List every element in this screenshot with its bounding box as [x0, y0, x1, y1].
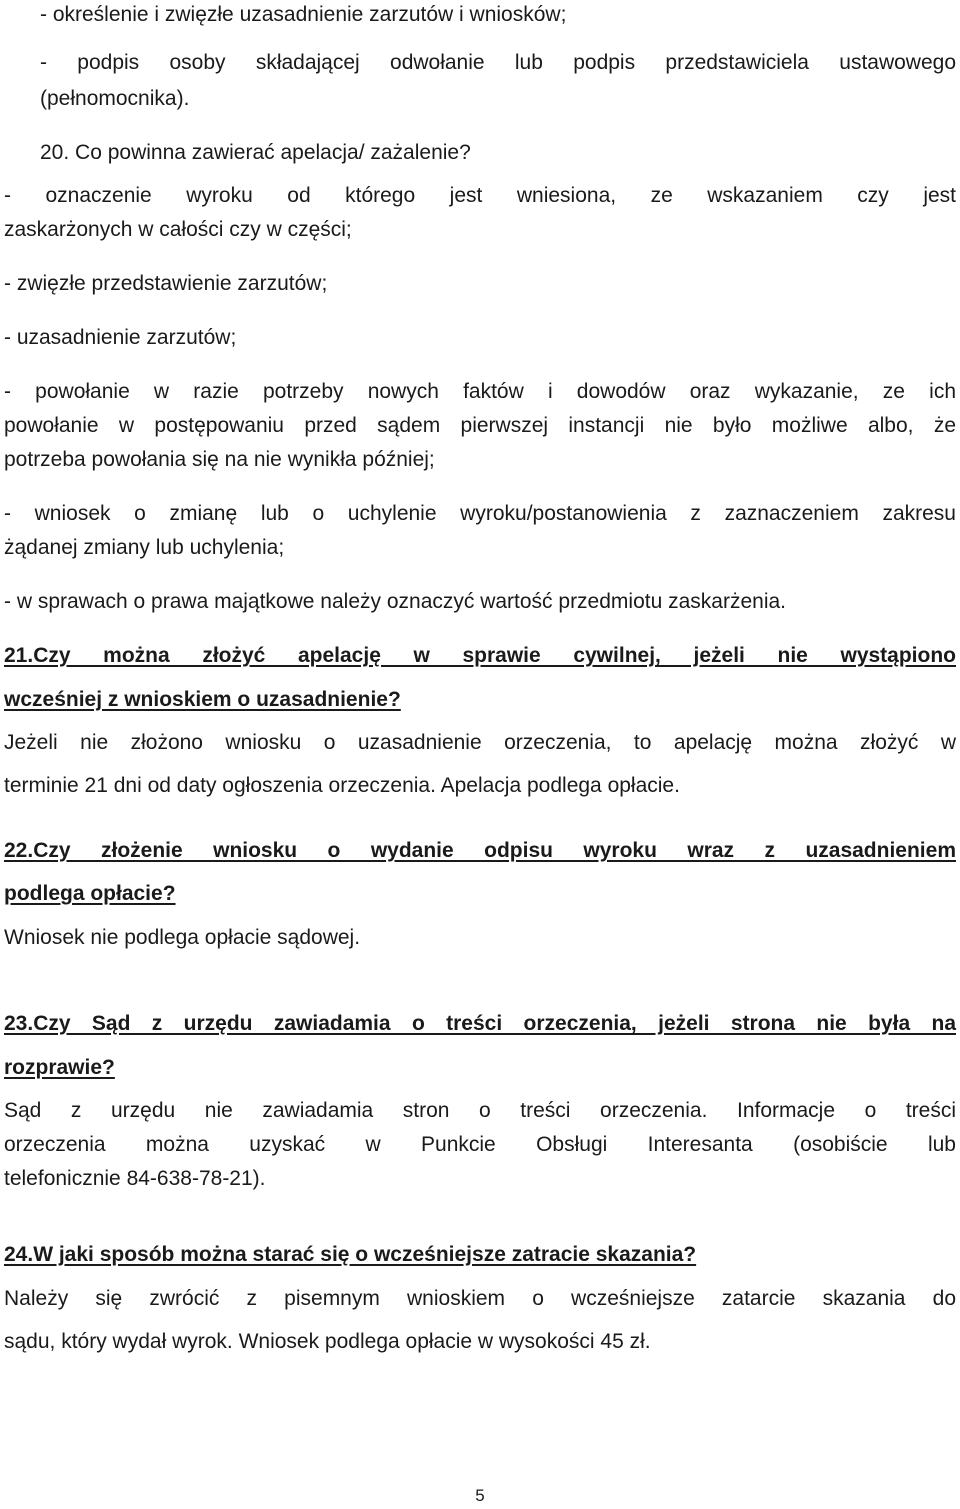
question-24-heading: 24.W jaki sposób można starać się o wcześniejsze zatracie skazania? [4, 1243, 697, 1266]
answer-23-line: orzeczenia można uzyskać w Punkcie Obsługi Interesanta (osobiście lub [4, 1133, 956, 1156]
text-line: potrzeba powołania się na nie wynikła później; [4, 448, 435, 471]
question-23-heading-cont: rozprawie? [4, 1056, 115, 1079]
answer-23-line: telefonicznie 84-638-78-21). [4, 1167, 266, 1190]
text-line: - podpis osoby składającej odwołanie lub podpis przedstawiciela ustawowego [40, 51, 956, 74]
page-number: 5 [475, 1486, 485, 1505]
text-line: - uzasadnienie zarzutów; [4, 326, 237, 349]
answer-22-line: Wniosek nie podlega opłacie sądowej. [4, 926, 361, 949]
answer-24-line: Należy się zwrócić z pisemnym wnioskiem o wcześniejsze zatarcie skazania do [4, 1287, 956, 1310]
question-22-heading: 22.Czy złożenie wniosku o wydanie odpisu wyroku wraz z uzasadnieniem [4, 839, 956, 862]
text-line: - wniosek o zmianę lub o uchylenie wyroku/postanowienia z zaznaczeniem zakresu [4, 502, 956, 525]
question-22-heading-cont: podlega opłacie? [4, 882, 176, 905]
question-21-heading: 21.Czy można złożyć apelację w sprawie cywilnej, jeżeli nie wystąpiono [4, 644, 956, 667]
answer-24-line: sądu, który wydał wyrok. Wniosek podlega opłacie w wysokości 45 zł. [4, 1330, 651, 1353]
answer-21-line: Jeżeli nie złożono wniosku o uzasadnienie orzeczenia, to apelację można złożyć w [4, 731, 956, 754]
text-line: żądanej zmiany lub uchylenia; [4, 536, 285, 559]
answer-23-line: Sąd z urzędu nie zawiadamia stron o treści orzeczenia. Informacje o treści [4, 1099, 956, 1122]
text-line: - powołanie w razie potrzeby nowych faktów i dowodów oraz wykazanie, ze ich [4, 380, 956, 403]
text-line: (pełnomocnika). [40, 87, 190, 110]
question-20-heading: 20. Co powinna zawierać apelacja/ zażalenie? [40, 141, 471, 164]
text-line: zaskarżonych w całości czy w części; [4, 218, 352, 241]
text-line: - określenie i zwięzłe uzasadnienie zarzutów i wniosków; [40, 3, 567, 26]
text-line: powołanie w postępowaniu przed sądem pierwszej instancji nie było możliwe albo, że [4, 414, 956, 437]
text-line: - w sprawach o prawa majątkowe należy oznaczyć wartość przedmiotu zaskarżenia. [4, 590, 786, 613]
question-21-heading-cont: wcześniej z wnioskiem o uzasadnienie? [4, 688, 401, 711]
question-23-heading: 23.Czy Sąd z urzędu zawiadamia o treści orzeczenia, jeżeli strona nie była na [4, 1012, 956, 1035]
text-line: - oznaczenie wyroku od którego jest wniesiona, ze wskazaniem czy jest [4, 184, 956, 207]
answer-21-line: terminie 21 dni od daty ogłoszenia orzeczenia. Apelacja podlega opłacie. [4, 774, 680, 797]
text-line: - zwięzłe przedstawienie zarzutów; [4, 272, 328, 295]
